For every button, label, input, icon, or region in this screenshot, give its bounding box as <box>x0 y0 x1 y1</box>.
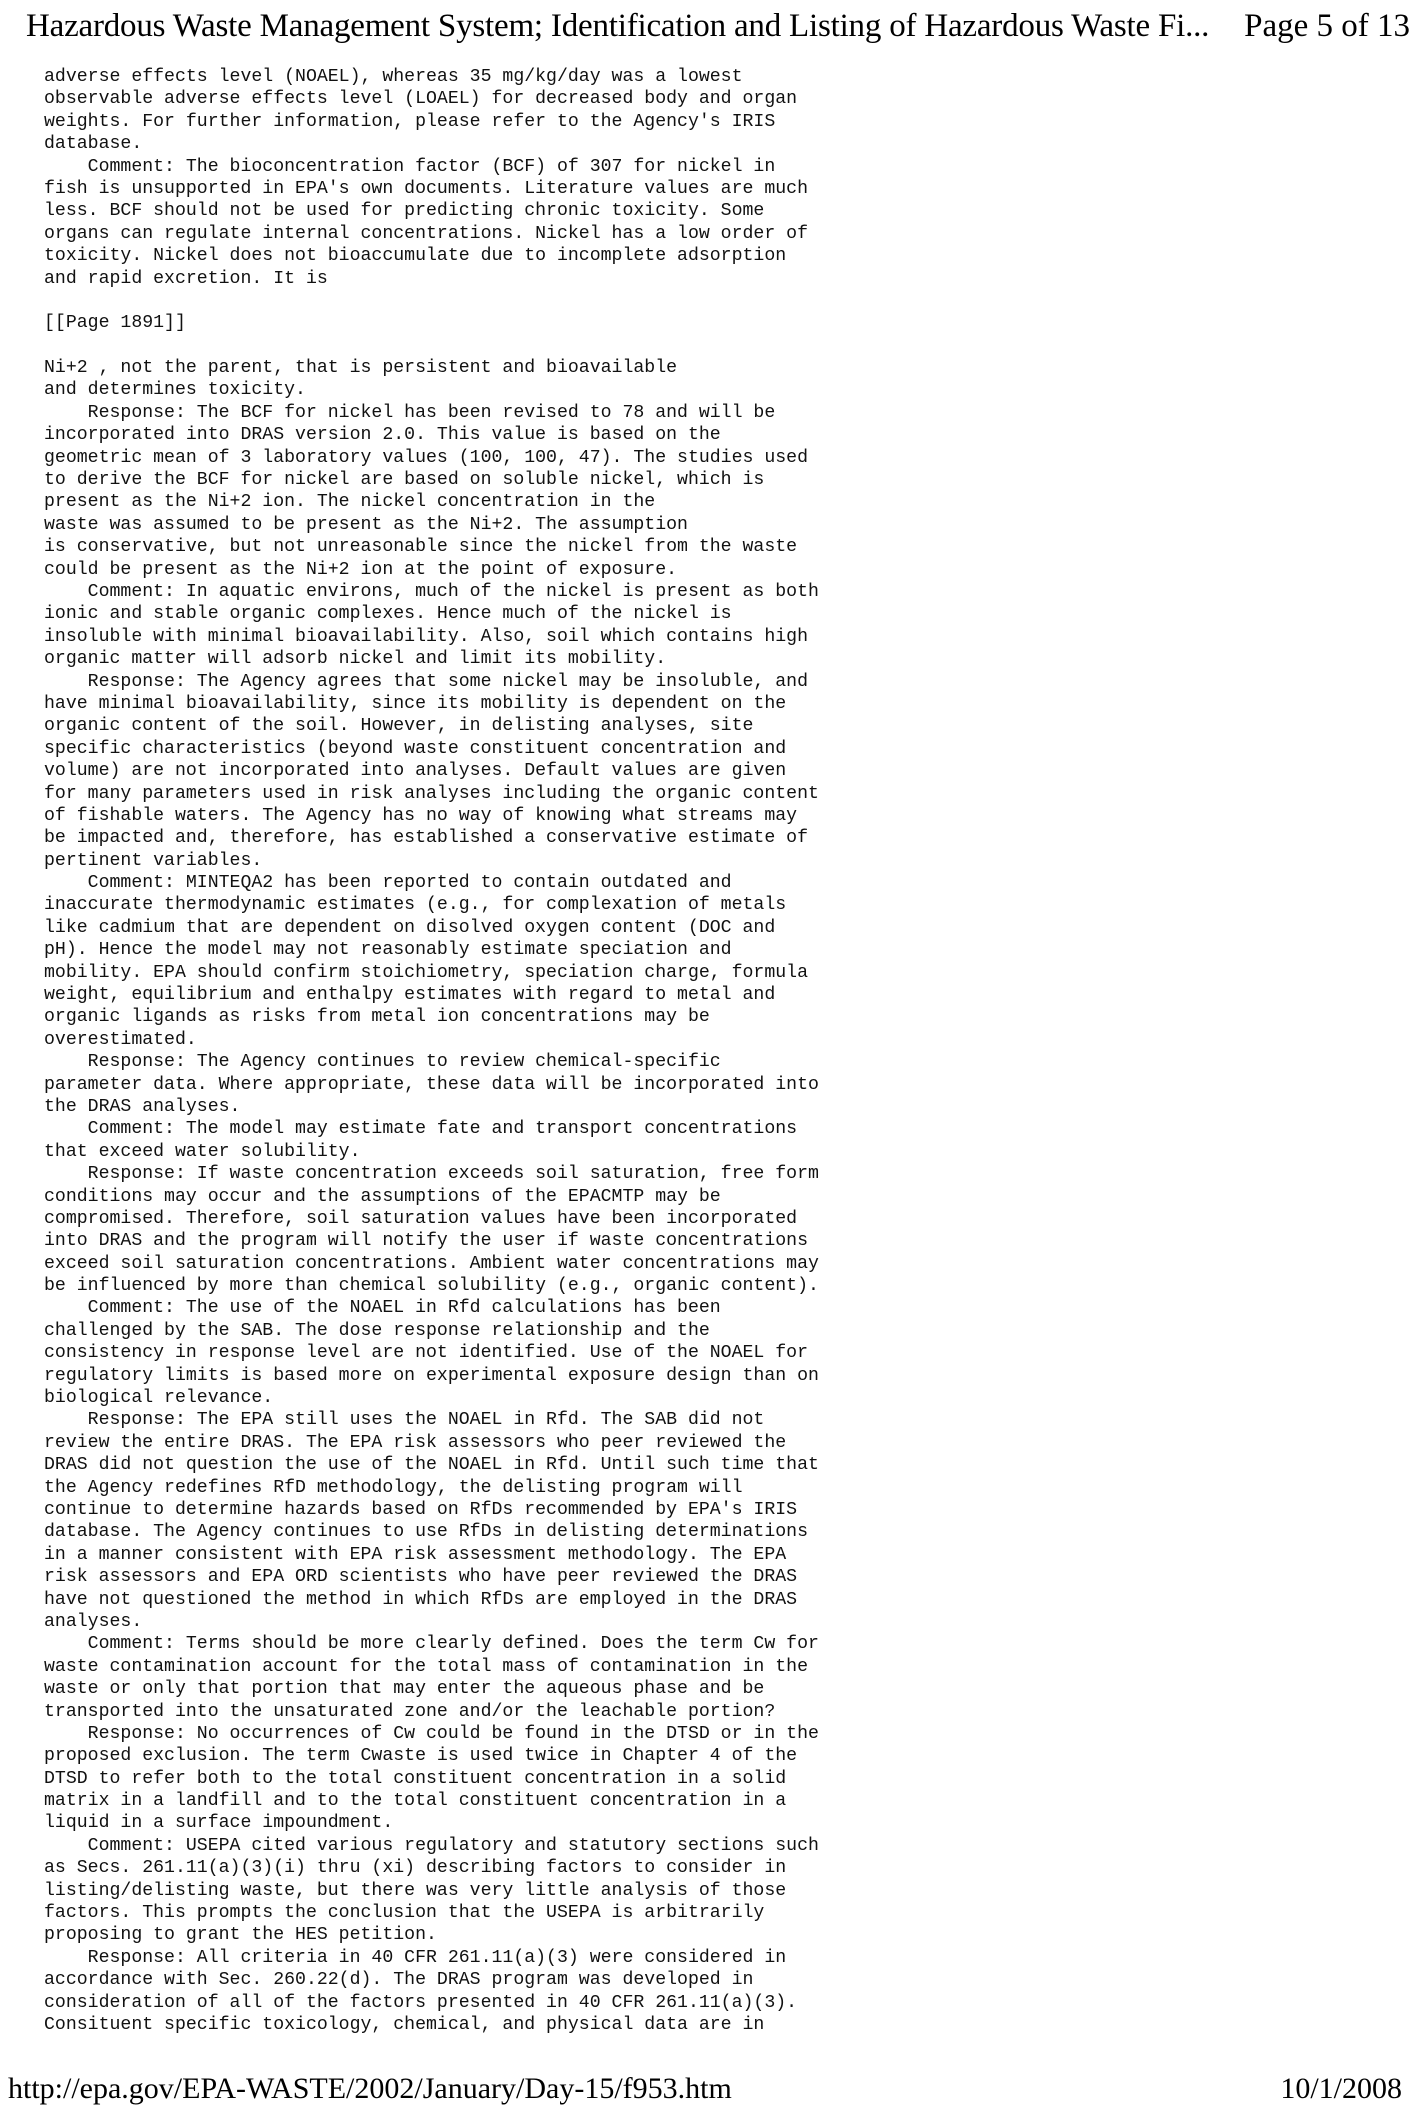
text-line: proposing to grant the HES petition. <box>44 1925 437 1946</box>
text-line: that exceed water solubility. <box>44 1141 361 1162</box>
text-line: weights. For further information, please refer to the Agency's IRIS <box>44 111 776 132</box>
text-line: organs can regulate internal concentrations. Nickel has a low order of <box>44 223 808 244</box>
text-line: Comment: The model may estimate fate and transport concentrations <box>44 1119 798 1140</box>
text-line: liquid in a surface impoundment. <box>44 1813 394 1834</box>
text-line: transported into the unsaturated zone and/or the leachable portion? <box>44 1701 776 1722</box>
text-line: Response: The Agency continues to review chemical-specific <box>44 1052 721 1073</box>
text-line: specific characteristics (beyond waste constituent concentration and <box>44 738 787 759</box>
text-line: Ni+2 , not the parent, that is persistent and bioavailable <box>44 358 678 379</box>
text-line <box>44 290 1384 312</box>
text-line: proposed exclusion. The term Cwaste is used twice in Chapter 4 of the <box>44 1746 798 1767</box>
text-line: Response: The Agency agrees that some nickel may be insoluble, and <box>44 671 808 692</box>
text-line <box>44 335 1384 357</box>
text-line: DRAS did not question the use of the NOAEL in Rfd. Until such time that <box>44 1455 819 1476</box>
text-line: could be present as the Ni+2 ion at the point of exposure. <box>44 559 678 580</box>
text-line: Response: The EPA still uses the NOAEL in Rfd. The SAB did not <box>44 1410 765 1431</box>
page-header <box>0 0 1424 62</box>
text-line: consideration of all of the factors presented in 40 CFR 261.11(a)(3). <box>44 1992 798 2013</box>
text-line: incorporated into DRAS version 2.0. This value is based on the <box>44 425 721 446</box>
text-line: [[Page 1891]] <box>44 313 186 334</box>
text-line: weight, equilibrium and enthalpy estimates with regard to metal and <box>44 985 776 1006</box>
text-line: Comment: In aquatic environs, much of the nickel is present as both <box>44 581 819 602</box>
text-line: Response: All criteria in 40 CFR 261.11(a)(3) were considered in <box>44 1947 787 1968</box>
text-line: review the entire DRAS. The EPA risk assessors who peer reviewed the <box>44 1432 787 1453</box>
text-line: overestimated. <box>44 1029 197 1050</box>
page-indicator: Page 5 of 13 <box>1244 8 1410 44</box>
text-line: like cadmium that are dependent on disolved oxygen content (DOC and <box>44 917 776 938</box>
text-line: be influenced by more than chemical solubility (e.g., organic content). <box>44 1276 819 1297</box>
text-line: risk assessors and EPA ORD scientists who have peer reviewed the DRAS <box>44 1567 798 1588</box>
text-line: conditions may occur and the assumptions of the EPACMTP may be <box>44 1186 721 1207</box>
footer-date: 10/1/2008 <box>1280 2072 1402 2105</box>
document-body <box>44 66 1384 2036</box>
document-title: Hazardous Waste Management System; Identification and Listing of Hazardous Waste Fi... <box>26 8 1210 44</box>
text-line: of fishable waters. The Agency has no way of knowing what streams may <box>44 805 798 826</box>
text-line: observable adverse effects level (LOAEL) for decreased body and organ <box>44 89 798 110</box>
text-line: the Agency redefines RfD methodology, the delisting program will <box>44 1477 743 1498</box>
page-footer <box>0 2070 1424 2120</box>
text-line: Consituent specific toxicology, chemical, and physical data are in <box>44 2014 765 2035</box>
footer-url[interactable]: http://epa.gov/EPA-WASTE/2002/January/Day-15/f953.htm <box>8 2072 732 2105</box>
text-line: Response: No occurrences of Cw could be found in the DTSD or in the <box>44 1723 819 1744</box>
text-line: present as the Ni+2 ion. The nickel concentration in the <box>44 492 656 513</box>
text-line: accordance with Sec. 260.22(d). The DRAS program was developed in <box>44 1970 754 1991</box>
text-line: in a manner consistent with EPA risk assessment methodology. The EPA <box>44 1544 787 1565</box>
text-line: be impacted and, therefore, has established a conservative estimate of <box>44 828 808 849</box>
text-line: pertinent variables. <box>44 850 263 871</box>
text-line: and rapid excretion. It is <box>44 268 328 289</box>
text-line: volume) are not incorporated into analyses. Default values are given <box>44 761 787 782</box>
text-line: waste contamination account for the total mass of contamination in the <box>44 1656 808 1677</box>
text-line: geometric mean of 3 laboratory values (100, 100, 47). The studies used <box>44 447 808 468</box>
text-line: organic ligands as risks from metal ion concentrations may be <box>44 1007 710 1028</box>
text-line: Comment: The use of the NOAEL in Rfd calculations has been <box>44 1298 721 1319</box>
text-line: have not questioned the method in which RfDs are employed in the DRAS <box>44 1589 798 1610</box>
text-line: Comment: USEPA cited various regulatory and statutory sections such <box>44 1835 819 1856</box>
text-line: organic content of the soil. However, in delisting analyses, site <box>44 716 754 737</box>
text-line: into DRAS and the program will notify the user if waste concentrations <box>44 1231 808 1252</box>
text-line: the DRAS analyses. <box>44 1096 241 1117</box>
text-line: insoluble with minimal bioavailability. Also, soil which contains high <box>44 626 808 647</box>
text-line: Response: If waste concentration exceeds soil saturation, free form <box>44 1164 819 1185</box>
text-line: database. The Agency continues to use RfDs in delisting determinations <box>44 1522 808 1543</box>
text-line: organic matter will adsorb nickel and limit its mobility. <box>44 649 667 670</box>
text-line: listing/delisting waste, but there was very little analysis of those <box>44 1880 787 1901</box>
text-line: Comment: MINTEQA2 has been reported to contain outdated and <box>44 873 732 894</box>
text-line: regulatory limits is based more on experimental exposure design than on <box>44 1365 819 1386</box>
text-line: analyses. <box>44 1611 143 1632</box>
text-line: Response: The BCF for nickel has been revised to 78 and will be <box>44 402 776 423</box>
text-line: and determines toxicity. <box>44 380 306 401</box>
text-line: consistency in response level are not identified. Use of the NOAEL for <box>44 1343 808 1364</box>
text-line: fish is unsupported in EPA's own documents. Literature values are much <box>44 178 808 199</box>
text-line: factors. This prompts the conclusion that the USEPA is arbitrarily <box>44 1903 765 1924</box>
text-line: database. <box>44 134 143 155</box>
text-line: have minimal bioavailability, since its mobility is dependent on the <box>44 693 787 714</box>
text-line: for many parameters used in risk analyses including the organic content <box>44 783 819 804</box>
text-line: continue to determine hazards based on RfDs recommended by EPA's IRIS <box>44 1500 798 1520</box>
text-line: exceed soil saturation concentrations. Ambient water concentrations may <box>44 1253 819 1274</box>
text-line: parameter data. Where appropriate, these data will be incorporated into <box>44 1074 819 1095</box>
text-line: adverse effects level (NOAEL), whereas 35 mg/kg/day was a lowest <box>44 67 743 87</box>
text-line: less. BCF should not be used for predicting chronic toxicity. Some <box>44 201 765 222</box>
text-line: mobility. EPA should confirm stoichiometry, speciation charge, formula <box>44 962 808 983</box>
text-line: Comment: The bioconcentration factor (BCF) of 307 for nickel in <box>44 156 776 177</box>
text-line: waste or only that portion that may enter the aqueous phase and be <box>44 1679 765 1700</box>
text-line: Comment: Terms should be more clearly defined. Does the term Cw for <box>44 1634 819 1655</box>
text-line: DTSD to refer both to the total constituent concentration in a solid <box>44 1768 787 1789</box>
text-line: ionic and stable organic complexes. Hence much of the nickel is <box>44 604 732 625</box>
text-line: waste was assumed to be present as the Ni+2. The assumption <box>44 514 688 535</box>
text-line: challenged by the SAB. The dose response relationship and the <box>44 1320 710 1341</box>
text-line: biological relevance. <box>44 1388 274 1409</box>
text-line: matrix in a landfill and to the total constituent concentration in a <box>44 1791 787 1812</box>
text-line: compromised. Therefore, soil saturation values have been incorporated <box>44 1208 798 1229</box>
text-line: to derive the BCF for nickel are based on soluble nickel, which is <box>44 470 765 491</box>
text-line: inaccurate thermodynamic estimates (e.g., for complexation of metals <box>44 895 787 916</box>
text-line: is conservative, but not unreasonable since the nickel from the waste <box>44 537 798 558</box>
text-line: toxicity. Nickel does not bioaccumulate due to incomplete adsorption <box>44 246 787 267</box>
text-line: pH). Hence the model may not reasonably estimate speciation and <box>44 940 732 961</box>
text-line: as Secs. 261.11(a)(3)(i) thru (xi) describing factors to consider in <box>44 1858 787 1879</box>
